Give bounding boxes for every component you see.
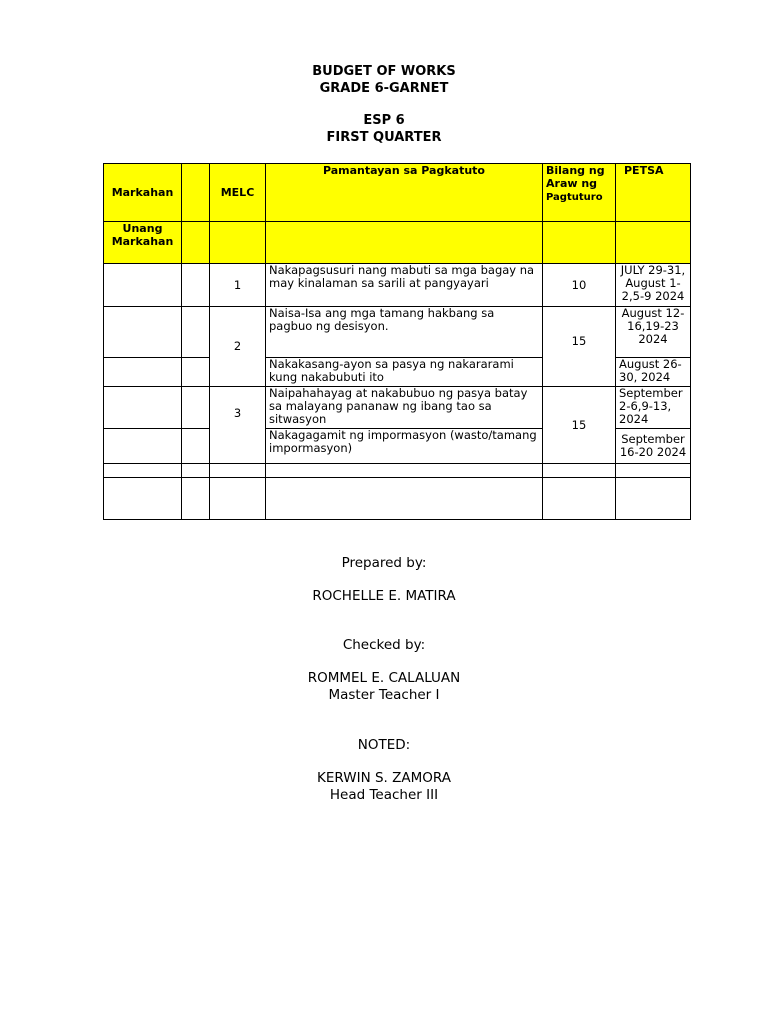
prepared-by-name: ROCHELLE E. MATIRA (312, 588, 456, 604)
doc-title: BUDGET OF WORKS (312, 64, 456, 79)
col-bilang: Bilang ng Araw ng Pagtuturo (543, 164, 616, 222)
col-melc: MELC (210, 164, 266, 222)
col-pamantayan: Pamantayan sa Pagkatuto (266, 164, 543, 222)
noted-label: NOTED: (357, 737, 411, 753)
quarter-row (104, 222, 691, 264)
table-row (104, 464, 691, 478)
table-row: 1 Nakapagsusuri nang mabuti sa mga bagay na may kinalaman sa sarili at pangyayari 10 JULY 29-31, August 1-2,5-9 2024 (104, 264, 691, 307)
document-header (0, 64, 768, 146)
col-blank (182, 164, 210, 222)
doc-subject: ESP 6 (363, 113, 405, 128)
table-row: 3 Naipahahayag at nakabubuo ng pasya batay sa malayang pananaw ng ibang tao sa sitwasyon 15 September 2-6,9-13, 2024 (104, 387, 691, 429)
budget-table (103, 163, 691, 520)
doc-grade: GRADE 6-GARNET (319, 80, 449, 96)
checked-by-name: ROMMEL E. CALALUAN (307, 670, 461, 686)
table-row: 2 Naisa-Isa ang mga tamang hakbang sa pagbuo ng desisyon. 15 August 12-16,19-23 2024 (104, 307, 691, 358)
table-row: Nakakasang-ayon sa pasya ng nakararami kung nakabubuti ito August 26-30, 2024 (104, 358, 691, 387)
noted-title: Head Teacher III (329, 787, 439, 803)
doc-quarter: FIRST QUARTER (326, 129, 442, 145)
checked-by-label: Checked by: (342, 637, 426, 653)
prepared-by-label: Prepared by: (341, 555, 427, 571)
quarter-label: Unang Markahan (104, 222, 182, 264)
checked-by-title: Master Teacher I (328, 687, 440, 703)
col-petsa: PETSA (616, 164, 691, 222)
table-header-row (104, 164, 691, 222)
noted-name: KERWIN S. ZAMORA (317, 770, 451, 786)
table-row (104, 478, 691, 520)
table-row: Nakagagamit ng impormasyon (wasto/tamang impormasyon) September 16-20 2024 (104, 429, 691, 464)
col-markahan: Markahan (104, 164, 182, 222)
